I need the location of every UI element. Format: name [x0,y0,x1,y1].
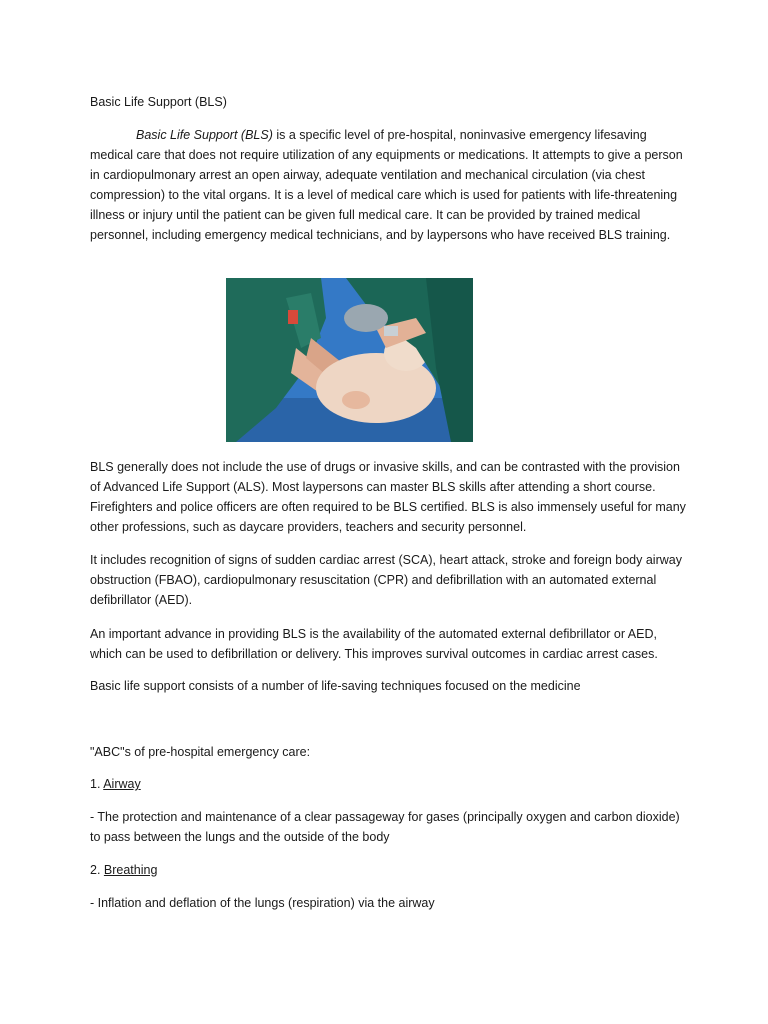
abc-heading: "ABC"s of pre-hospital emergency care: [90,745,311,759]
paragraph-recognition: It includes recognition of signs of sudden cardiac arrest (SCA), heart attack, stroke and foreign body airway obstruction (FBAO), cardiopulmonary resuscitation (CPR) and defibrillation with an automated external defibrillator (AED). [90,553,682,607]
abc-item-number: 1. [90,777,104,791]
paragraph-scope: BLS generally does not include the use of drugs or invasive skills, and can be contrasted with the provision of Advanced Life Support (ALS). Most laypersons can master BLS skills after attending a short course. Firefighters and police officers are often required to be BLS certified. BLS is also immensely useful for many other professions, such as daycare providers, teachers and security personnel. [90,460,686,534]
intro-lead-term: Basic Life Support (BLS) [136,128,273,142]
cpr-photo-illustration [226,278,473,442]
abc-item-airway [90,774,690,794]
abc-item-airway-description: - The protection and maintenance of a clear passageway for gases (principally oxygen and carbon dioxide) to pass between the lungs and the outside of the body [90,810,680,844]
abc-item-label: Airway [103,777,141,791]
intro-paragraph [90,125,690,245]
intro-body: is a specific level of pre-hospital, noninvasive emergency lifesaving medical care that does not require utilization of any equipments or medications. It attempts to give a person in cardiopulmonary arrest an open airway, adequate ventilation and mechanical circulation (via chest compression) to the vital organs. It is a level of medical care which is used for patients with life-threatening illness or injury until the patient can be given full medical care. It can be provided by trained medical personnel, including emergency medical technicians, and by laypersons who have received BLS training. [90,128,683,242]
abc-item-breathing-description: - Inflation and deflation of the lungs (respiration) via the airway [90,896,435,910]
cpr-training-photo [226,278,473,442]
paragraph-aed: An important advance in providing BLS is the availability of the automated external defibrillator or AED, which can be used to defibrillation or delivery. This improves survival outcomes in cardiac arrest cases. [90,627,658,661]
paragraph-techniques: Basic life support consists of a number of life-saving techniques focused on the medicine [90,679,581,693]
abc-item-number: 2. [90,863,104,877]
abc-item-label: Breathing [103,863,158,877]
abc-item-breathing [90,860,690,880]
doc-title: Basic Life Support (BLS) [90,95,227,109]
